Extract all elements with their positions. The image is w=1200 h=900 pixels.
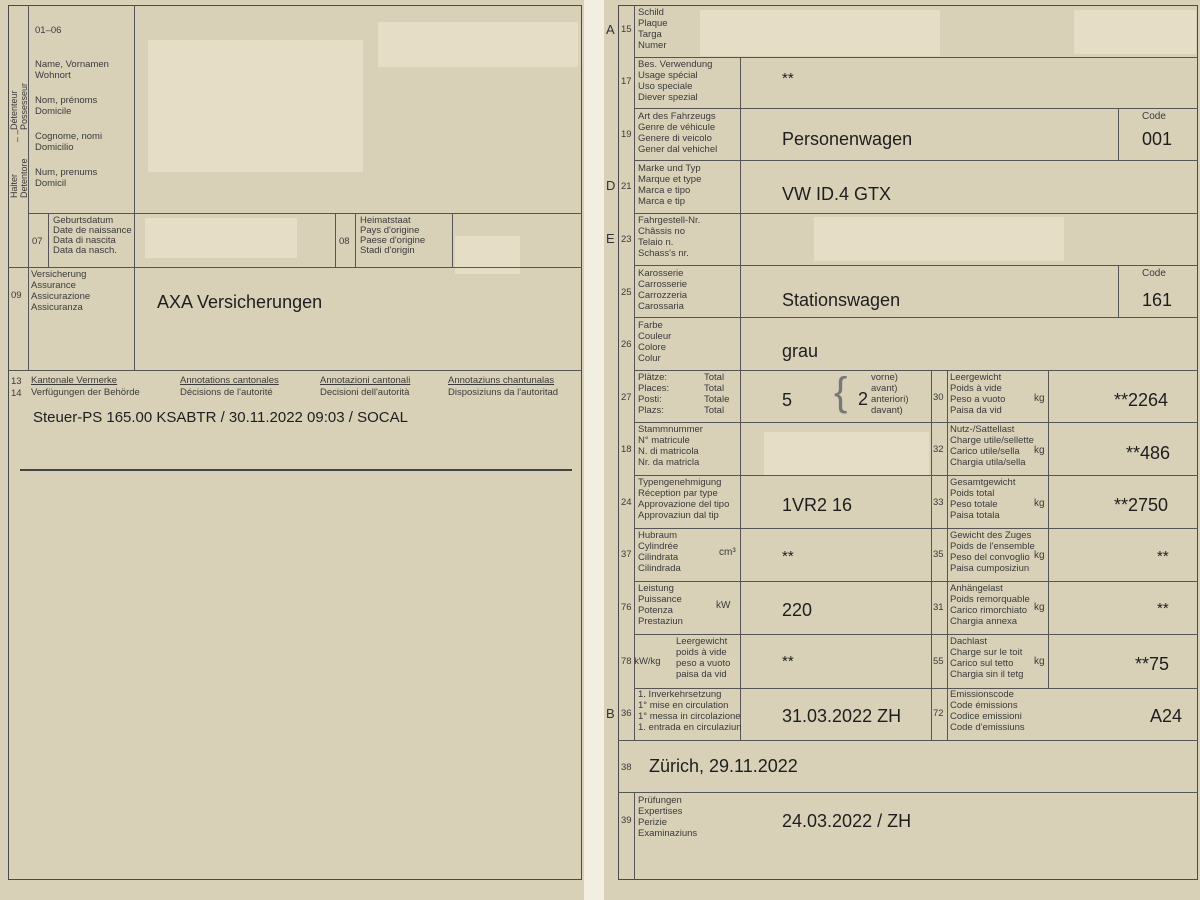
ratio-value: ** xyxy=(782,653,794,670)
train-weight-label-0: Gewicht des Zuges xyxy=(950,530,1032,541)
total-weight-label-0: Gesamtgewicht xyxy=(950,477,1016,488)
type-label-1: Genre de véhicule xyxy=(638,122,716,133)
field-72-number: 72 xyxy=(933,708,944,719)
power-label-2: Potenza xyxy=(638,605,673,616)
field-37-number: 37 xyxy=(621,549,632,560)
body-value: Stationswagen xyxy=(782,290,901,310)
birthdate-label-1: Date de naissance xyxy=(53,225,132,236)
birthdate-label-0: Geburtsdatum xyxy=(53,215,114,226)
annot-de-b: Verfügungen der Behörde xyxy=(31,387,140,398)
color-label-3: Colur xyxy=(638,353,661,364)
empty-weight-label-3: Paisa da vid xyxy=(950,405,1002,416)
payload-unit: kg xyxy=(1034,445,1045,456)
towing-value: ** xyxy=(1157,600,1169,617)
field-17-number: 17 xyxy=(621,76,632,87)
redacted-plate-2 xyxy=(1074,10,1196,54)
payload-label-1: Charge utile/sellette xyxy=(950,435,1034,446)
birthdate-label-2: Data di nascita xyxy=(53,235,116,246)
field-18-number: 18 xyxy=(621,444,632,455)
redacted-origin xyxy=(455,236,520,274)
power-label-3: Prestaziun xyxy=(638,616,683,627)
origin-label-3: Stadi d'origin xyxy=(360,245,415,256)
field-09-number: 09 xyxy=(11,290,22,301)
make-label-3: Marca e tip xyxy=(638,196,685,207)
make-model-value: VW ID.4 GTX xyxy=(782,184,892,204)
empty-weight-unit: kg xyxy=(1034,393,1045,404)
emission-label-2: Codice emissioni xyxy=(950,711,1022,722)
roof-label-2: Carico sul tetto xyxy=(950,658,1014,669)
seats-label-3: Plazs: xyxy=(638,405,664,416)
seats-value: 5 xyxy=(782,390,793,410)
approval-label-1: Réception par type xyxy=(638,488,718,499)
redacted-name xyxy=(148,40,363,172)
registration-label-1: 1° mise en circulation xyxy=(638,700,729,711)
seats-total-1: Total xyxy=(704,383,725,394)
section-letter-b: B xyxy=(606,706,615,721)
field-38-number: 38 xyxy=(621,762,632,773)
issue-place-date: Zürich, 29.11.2022 xyxy=(649,756,798,776)
approval-label-0: Typengenehmigung xyxy=(638,477,722,488)
color-value: grau xyxy=(782,341,819,361)
body-label-0: Karosserie xyxy=(638,268,684,279)
emission-label-0: Emissionscode xyxy=(950,689,1014,700)
approval-label-3: Approvaziun dal tip xyxy=(638,510,719,521)
insurance-label-2: Assicurazione xyxy=(31,291,91,302)
field-35-number: 35 xyxy=(933,549,944,560)
emission-label-1: Code émissions xyxy=(950,700,1018,711)
redacted-plate xyxy=(700,10,940,56)
inspection-label-1: Expertises xyxy=(638,806,683,817)
field-36-number: 36 xyxy=(621,708,632,719)
towing-label-3: Chargia annexa xyxy=(950,616,1018,627)
total-weight-unit: kg xyxy=(1034,498,1045,509)
towing-label-2: Carico rimorchiato xyxy=(950,605,1028,616)
name-label-6: Num, prenums xyxy=(35,167,98,178)
cc-label-2: Cilindrata xyxy=(638,552,679,563)
roof-value: **75 xyxy=(1135,654,1170,674)
towing-label-0: Anhängelast xyxy=(950,583,1003,594)
field-55-number: 55 xyxy=(933,656,944,667)
empty-weight-label-0: Leergewicht xyxy=(950,372,1002,383)
annot-de: Kantonale Vermerke xyxy=(31,375,118,386)
annotation-value: Steuer-PS 165.00 KSABTR / 30.11.2022 09:03 / SOCAL xyxy=(33,409,408,426)
train-weight-label-3: Paisa cumposiziun xyxy=(950,563,1030,574)
total-weight-value: **2750 xyxy=(1114,495,1169,515)
field-39-number: 39 xyxy=(621,815,632,826)
power-unit: kW xyxy=(716,600,731,611)
plate-label-2: Targa xyxy=(638,29,662,40)
name-label-3: Domicile xyxy=(35,106,72,117)
payload-label-0: Nutz-/Sattellast xyxy=(950,424,1015,435)
left-page xyxy=(0,0,584,900)
field-19-number: 19 xyxy=(621,129,632,140)
cc-value: ** xyxy=(782,548,794,565)
registration-label-2: 1° messa in circolazione xyxy=(638,711,741,722)
empty-weight-label-2: Peso a vuoto xyxy=(950,394,1006,405)
field-08-number: 08 xyxy=(339,236,350,247)
field-27-number: 27 xyxy=(621,392,632,403)
insurance-label-3: Assicuranza xyxy=(31,302,83,313)
field-78-number: 78 kW/kg xyxy=(621,656,661,667)
seats-label-2: Posti: xyxy=(638,394,662,405)
seats-total-2: Totale xyxy=(704,394,730,405)
field-32-number: 32 xyxy=(933,444,944,455)
field-07-number: 07 xyxy=(32,236,43,247)
empty-weight-label-1: Poids à vide xyxy=(950,383,1002,394)
origin-label-0: Heimatstaat xyxy=(360,215,411,226)
name-label-5: Domicilio xyxy=(35,142,74,153)
train-weight-label-1: Poids de l'ensemble xyxy=(950,541,1035,552)
front-label-3: davant) xyxy=(871,405,903,416)
field-76-number: 76 xyxy=(621,602,632,613)
roof-label-1: Charge sur le toit xyxy=(950,647,1023,658)
seats-label-1: Places: xyxy=(638,383,670,394)
seats-label-0: Plätze: xyxy=(638,372,668,383)
color-label-1: Couleur xyxy=(638,331,672,342)
redacted-birthdate xyxy=(145,218,297,258)
holder-label-top: Détenteur Possesseur xyxy=(9,82,29,130)
type-label-2: Genere di veicolo xyxy=(638,133,712,144)
name-label-7: Domicil xyxy=(35,178,67,189)
redacted-master-number xyxy=(764,432,929,476)
birthdate-label-3: Data da nasch. xyxy=(53,245,117,256)
annot-rm: Annotaziuns chantunalas xyxy=(448,375,555,386)
body-label-2: Carrozzeria xyxy=(638,290,688,301)
chassis-label-0: Fahrgestell-Nr. xyxy=(638,215,701,226)
plate-label-3: Numer xyxy=(638,40,667,51)
cc-label-0: Hubraum xyxy=(638,530,678,541)
body-code-label: Code xyxy=(1142,268,1166,279)
type-label-0: Art des Fahrzeugs xyxy=(638,111,716,122)
type-label-3: Gener dal vehichel xyxy=(638,144,718,155)
origin-label-1: Pays d'origine xyxy=(360,225,420,236)
body-code: 161 xyxy=(1142,290,1173,310)
body-label-1: Carrosserie xyxy=(638,279,688,290)
inspection-label-3: Examinaziuns xyxy=(638,828,698,839)
color-label-2: Colore xyxy=(638,342,666,353)
vehicle-type-value: Personenwagen xyxy=(782,129,913,149)
insurance-label-0: Versicherung xyxy=(31,269,87,280)
cc-unit: cm³ xyxy=(719,547,736,558)
total-weight-label-3: Paisa totala xyxy=(950,510,1000,521)
registration-value: 31.03.2022 ZH xyxy=(782,706,902,726)
chassis-label-1: Châssis no xyxy=(638,226,685,237)
cc-label-1: Cylindrée xyxy=(638,541,679,552)
name-label-2: Nom, prénoms xyxy=(35,95,98,106)
plate-label-1: Plaque xyxy=(638,18,668,29)
make-label-2: Marca e tipo xyxy=(638,185,691,196)
insurance-value: AXA Versicherungen xyxy=(157,292,323,312)
total-weight-label-1: Poids total xyxy=(950,488,995,499)
annot-it-b: Decisioni dell'autorità xyxy=(320,387,410,398)
right-page: A D E B 15 Schild Plaque Targa Numer 17 Bes. Verwendung Usage spécial Uso speciale Diever spezial ** 19 Art des Fahrzeugs Genre de véhicule Genere di veicolo Gener dal vehichel Personenwagen Code 001 21 Marke und Typ Marque et type Marca e tipo Marca e tip VW ID.4 GTX 23 Fahrgestell-Nr. Châssis no Telaio n. Schass's nr. 25 Karosserie Carrosserie Carrozzeria Carossaria Stationswagen Code 161 26 Farbe Couleur Colore Colur grau 27 Plätze: Places: Posti: Plazs: Total Total Totale Total 5 { 2 vorne) avant) anteriori) davant) 30 Leergewicht Poids à vide Peso a vuoto Paisa da vid kg **2264 18 Stammnummer N° matricule N. di matricola Nr. da matricla 32 Nutz-/Sattellast Charge utile/sellette Carico utile/sella Chargia utila/sella kg **486 24 Typengenehmigung Réception par type Approvazione del tipo Approvaziun dal tip 1VR2 16 33 Gesamtgewicht Poids total Peso totale Paisa totala kg **2750 37 Hubraum Cylindrée Cilindrata Cilindrada cm³ ** 35 Gewicht des Zuges Poids de l'ensemble Peso del convoglio Paisa cumposiziun kg ** 76 Leistung Puissance Potenza Prestaziun kW 220 31 Anhängelast Poids remorquable Carico rimorchiato Chargia annexa kg ** 78 kW/kg Leergewicht poids à vide peso a vuoto paisa da vid ** 55 Dachlast Charge sur le toit Carico sul tetto Chargia sin il tetg kg **75 36 1. Inverkehrsetzung 1° mise en circulation 1° messa in circolazione 1. entrada en circulaziun 31.03.2022 ZH 72 Emissionscode Code émissions Codice emissioni Code d'emissiuns A24 38 Zürich, 29.11.2022 39 Prüfungen Expertises Perizie Examinaziuns 24.03.2022 / ZH xyxy=(604,0,1200,900)
towing-label-1: Poids remorquable xyxy=(950,594,1030,605)
front-label-0: vorne) xyxy=(871,372,898,383)
payload-label-2: Carico utile/sella xyxy=(950,446,1020,457)
usage-value: ** xyxy=(782,70,794,87)
insurance-label-1: Assurance xyxy=(31,280,76,291)
approval-value: 1VR2 16 xyxy=(782,495,853,515)
body-label-3: Carossaria xyxy=(638,301,684,312)
master-label-3: Nr. da matricla xyxy=(638,457,700,468)
registration-label-0: 1. Inverkehrsetzung xyxy=(638,689,722,700)
chassis-label-2: Telaio n. xyxy=(638,237,674,248)
approval-label-2: Approvazione del tipo xyxy=(638,499,730,510)
redacted-address xyxy=(378,22,578,67)
color-label-0: Farbe xyxy=(638,320,663,331)
annot-fr: Annotations cantonales xyxy=(180,375,279,386)
usage-label-0: Bes. Verwendung xyxy=(638,59,713,70)
ratio-label-0: Leergewicht xyxy=(676,636,728,647)
chassis-label-3: Schass's nr. xyxy=(638,248,689,259)
field-23-number: 23 xyxy=(621,234,632,245)
empty-weight-value: **2264 xyxy=(1114,390,1169,410)
section-letter-e: E xyxy=(606,231,615,246)
name-label-1: Wohnort xyxy=(35,70,71,81)
vehicle-type-code-label: Code xyxy=(1142,111,1166,122)
inspection-label-0: Prüfungen xyxy=(638,795,682,806)
holder-label-mid: – – xyxy=(12,129,22,142)
field-15-number: 15 xyxy=(621,24,632,35)
front-seats-value: 2 xyxy=(858,389,869,409)
usage-label-3: Diever spezial xyxy=(638,92,698,103)
field-14-number: 14 xyxy=(11,388,22,399)
field-31-number: 31 xyxy=(933,602,944,613)
section-letter-a: A xyxy=(606,22,615,37)
vehicle-type-code: 001 xyxy=(1142,129,1173,149)
train-weight-unit: kg xyxy=(1034,550,1045,561)
master-label-2: N. di matricola xyxy=(638,446,699,457)
emission-value: A24 xyxy=(1150,706,1183,726)
roof-unit: kg xyxy=(1034,656,1045,667)
origin-label-2: Paese d'origine xyxy=(360,235,426,246)
field-30-number: 30 xyxy=(933,392,944,403)
emission-label-3: Code d'emissiuns xyxy=(950,722,1025,733)
roof-label-3: Chargia sin il tetg xyxy=(950,669,1024,680)
holder-label-bottom: Halter Detentore xyxy=(9,158,29,198)
total-weight-label-2: Peso totale xyxy=(950,499,998,510)
master-label-1: N° matricule xyxy=(638,435,690,446)
cc-label-3: Cilindrada xyxy=(638,563,681,574)
power-label-0: Leistung xyxy=(638,583,674,594)
master-label-0: Stammnummer xyxy=(638,424,703,435)
redacted-chassis xyxy=(814,217,1064,261)
registration-label-3: 1. entrada en circulaziun xyxy=(638,722,742,733)
annot-it: Annotazioni cantonali xyxy=(320,375,411,386)
power-value: 220 xyxy=(782,600,813,620)
make-label-0: Marke und Typ xyxy=(638,163,701,174)
towing-unit: kg xyxy=(1034,602,1045,613)
plate-label-0: Schild xyxy=(638,7,664,18)
usage-label-1: Usage spécial xyxy=(638,70,698,81)
ratio-label-3: paisa da vid xyxy=(676,669,727,680)
payload-value: **486 xyxy=(1126,443,1171,463)
roof-label-0: Dachlast xyxy=(950,636,987,647)
inspection-value: 24.03.2022 / ZH xyxy=(782,811,912,831)
field-13-number: 13 xyxy=(11,376,22,387)
field-24-number: 24 xyxy=(621,497,632,508)
make-label-1: Marque et type xyxy=(638,174,702,185)
field-33-number: 33 xyxy=(933,497,944,508)
field-01-number: 01–06 xyxy=(35,25,62,36)
annot-rm-b: Disposiziuns da l'autoritad xyxy=(448,387,559,398)
inspection-label-2: Perizie xyxy=(638,817,668,828)
section-letter-d: D xyxy=(606,178,616,193)
power-label-1: Puissance xyxy=(638,594,682,605)
annot-fr-b: Décisions de l'autorité xyxy=(180,387,273,398)
train-weight-label-2: Peso del convoglio xyxy=(950,552,1030,563)
train-weight-value: ** xyxy=(1157,548,1169,565)
name-label-0: Name, Vornamen xyxy=(35,59,109,70)
seats-total-0: Total xyxy=(704,372,725,383)
name-label-4: Cognome, nomi xyxy=(35,131,103,142)
field-21-number: 21 xyxy=(621,181,632,192)
front-label-2: anteriori) xyxy=(871,394,909,405)
field-25-number: 25 xyxy=(621,287,632,298)
ratio-label-2: peso a vuoto xyxy=(676,658,731,669)
front-label-1: avant) xyxy=(871,383,898,394)
seats-total-3: Total xyxy=(704,405,725,416)
usage-label-2: Uso speciale xyxy=(638,81,693,92)
ratio-label-1: poids à vide xyxy=(676,647,727,658)
field-26-number: 26 xyxy=(621,339,632,350)
payload-label-3: Chargia utila/sella xyxy=(950,457,1026,468)
